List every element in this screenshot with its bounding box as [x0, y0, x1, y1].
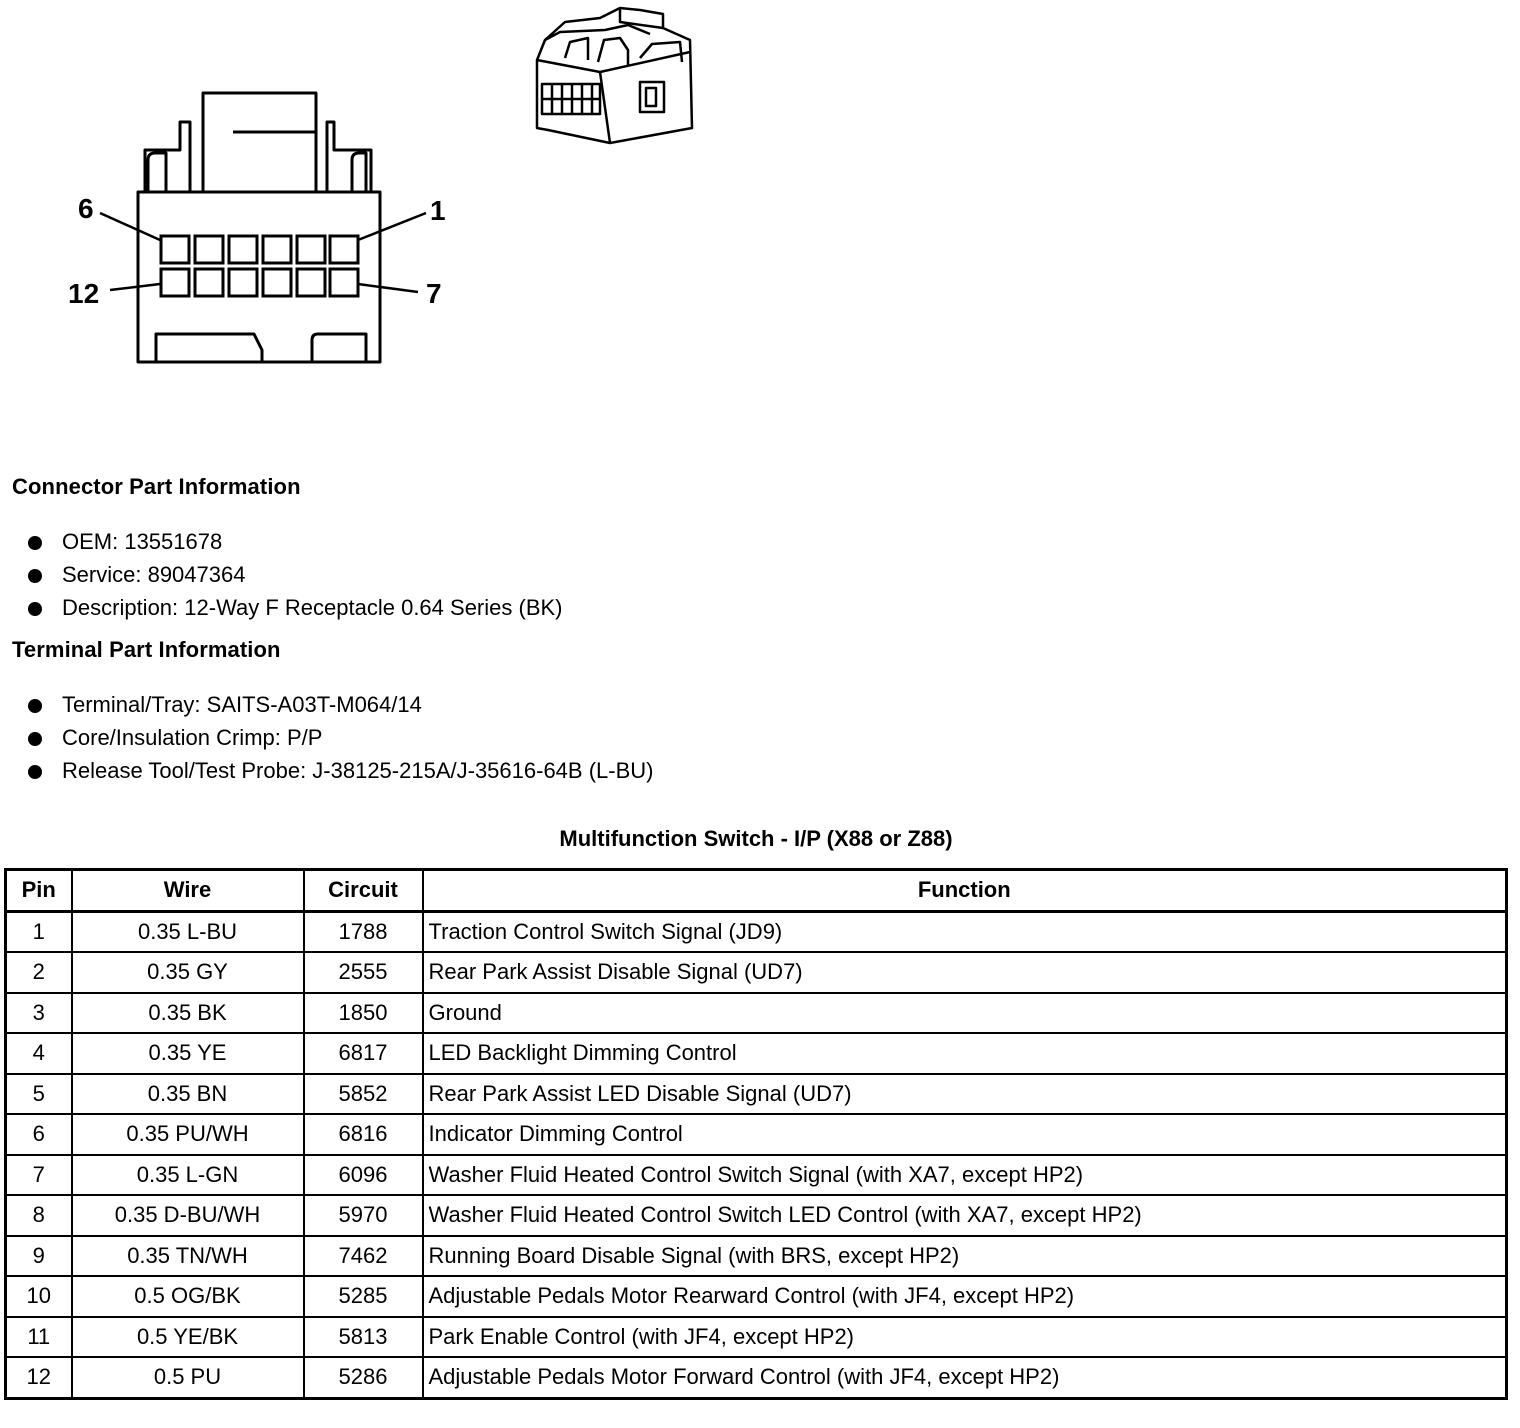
header-circuit: Circuit — [304, 870, 423, 912]
table-row — [6, 1236, 1507, 1277]
pin-label-12: 12 — [68, 278, 100, 309]
pin-cavities — [161, 236, 358, 296]
cell-wire: 0.5 YE/BK — [72, 1317, 304, 1358]
list-item: Release Tool/Test Probe: J-38125-215A/J-35616-64B (L-BU) — [28, 757, 653, 790]
table-row — [6, 1074, 1507, 1115]
cell-function: Adjustable Pedals Motor Forward Control (with JF4, except HP2) — [423, 1357, 1507, 1398]
table-row — [6, 993, 1507, 1034]
cell-function: Washer Fluid Heated Control Switch Signal (with XA7, except HP2) — [423, 1155, 1507, 1196]
cell-function: Adjustable Pedals Motor Rearward Control (with JF4, except HP2) — [423, 1276, 1507, 1317]
cell-circuit: 5970 — [304, 1195, 423, 1236]
cell-wire: 0.5 PU — [72, 1357, 304, 1398]
cell-function: Indicator Dimming Control — [423, 1114, 1507, 1155]
table-row — [6, 1317, 1507, 1358]
list-item: OEM: 13551678 — [28, 528, 563, 561]
table-row — [6, 1155, 1507, 1196]
list-item: Service: 89047364 — [28, 561, 563, 594]
cell-circuit: 2555 — [304, 952, 423, 993]
cell-circuit: 5285 — [304, 1276, 423, 1317]
cell-pin: 10 — [6, 1276, 72, 1317]
table-title: Multifunction Switch - I/P (X88 or Z88) — [559, 826, 953, 851]
cell-circuit: 6816 — [304, 1114, 423, 1155]
cell-function: Rear Park Assist Disable Signal (UD7) — [423, 952, 1507, 993]
table-row — [6, 1114, 1507, 1155]
list-item: Description: 12-Way F Receptacle 0.64 Series (BK) — [28, 594, 563, 627]
connector-diagram — [0, 0, 720, 380]
cell-function: LED Backlight Dimming Control — [423, 1033, 1507, 1074]
terminal-part-heading: Terminal Part Information — [12, 637, 281, 662]
cell-wire: 0.35 GY — [72, 952, 304, 993]
cell-wire: 0.35 L-BU — [72, 911, 304, 952]
cell-wire: 0.35 BN — [72, 1074, 304, 1115]
cell-circuit: 1850 — [304, 993, 423, 1034]
cell-function: Washer Fluid Heated Control Switch LED Control (with XA7, except HP2) — [423, 1195, 1507, 1236]
connector-part-list — [28, 528, 563, 627]
cell-wire: 0.35 D-BU/WH — [72, 1195, 304, 1236]
cell-circuit: 5286 — [304, 1357, 423, 1398]
pin-label-1: 1 — [430, 195, 446, 226]
cell-wire: 0.5 OG/BK — [72, 1276, 304, 1317]
connector-isometric-view — [537, 8, 692, 143]
cell-circuit: 1788 — [304, 911, 423, 952]
cell-circuit: 6817 — [304, 1033, 423, 1074]
terminal-part-list — [28, 691, 653, 790]
table-row — [6, 952, 1507, 993]
cell-function: Park Enable Control (with JF4, except HP2) — [423, 1317, 1507, 1358]
cell-pin: 1 — [6, 911, 72, 952]
cell-pin: 2 — [6, 952, 72, 993]
cell-circuit: 5813 — [304, 1317, 423, 1358]
header-pin: Pin — [6, 870, 72, 912]
cell-pin: 7 — [6, 1155, 72, 1196]
header-function: Function — [423, 870, 1507, 912]
cell-wire: 0.35 YE — [72, 1033, 304, 1074]
cell-pin: 11 — [6, 1317, 72, 1358]
table-row — [6, 1357, 1507, 1398]
pin-label-6: 6 — [78, 193, 94, 224]
cell-function: Running Board Disable Signal (with BRS, except HP2) — [423, 1236, 1507, 1277]
pin-label-7: 7 — [426, 278, 442, 309]
cell-pin: 3 — [6, 993, 72, 1034]
cell-function: Rear Park Assist LED Disable Signal (UD7) — [423, 1074, 1507, 1115]
cell-pin: 12 — [6, 1357, 72, 1398]
cell-circuit: 7462 — [304, 1236, 423, 1277]
cell-pin: 5 — [6, 1074, 72, 1115]
cell-pin: 4 — [6, 1033, 72, 1074]
connector-part-heading: Connector Part Information — [12, 474, 301, 499]
list-item: Terminal/Tray: SAITS-A03T-M064/14 — [28, 691, 653, 724]
table-row — [6, 1195, 1507, 1236]
table-row — [6, 911, 1507, 952]
header-wire: Wire — [72, 870, 304, 912]
cell-function: Ground — [423, 993, 1507, 1034]
cell-wire: 0.35 BK — [72, 993, 304, 1034]
cell-pin: 6 — [6, 1114, 72, 1155]
cell-pin: 8 — [6, 1195, 72, 1236]
table-row — [6, 1033, 1507, 1074]
cell-function: Traction Control Switch Signal (JD9) — [423, 911, 1507, 952]
table-row — [6, 1276, 1507, 1317]
table-header-row — [6, 870, 1507, 912]
cell-circuit: 5852 — [304, 1074, 423, 1115]
cell-wire: 0.35 L-GN — [72, 1155, 304, 1196]
pinout-table — [4, 868, 1508, 1400]
list-item: Core/Insulation Crimp: P/P — [28, 724, 653, 757]
cell-wire: 0.35 TN/WH — [72, 1236, 304, 1277]
cell-pin: 9 — [6, 1236, 72, 1277]
cell-circuit: 6096 — [304, 1155, 423, 1196]
cell-wire: 0.35 PU/WH — [72, 1114, 304, 1155]
